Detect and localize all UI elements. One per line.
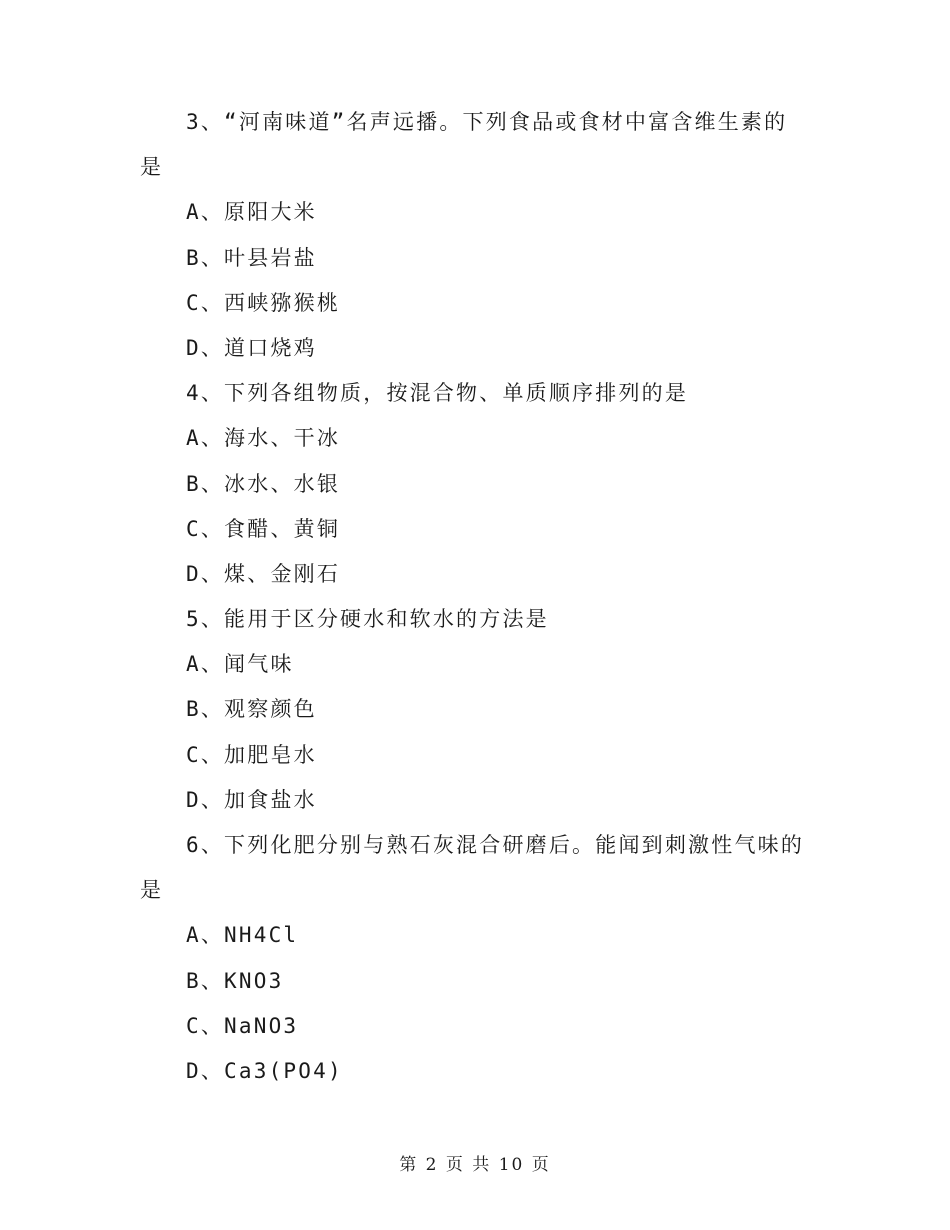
question-4-option-d: D、煤、金刚石 (186, 561, 341, 586)
question-4-option-b: B、冰水、水银 (186, 471, 341, 496)
question-4-option-c: C、食醋、黄铜 (186, 516, 341, 541)
question-3-stem-continuation: 是 (140, 155, 164, 180)
question-3-option-d: D、道口烧鸡 (186, 335, 317, 360)
page-number-footer: 第 2 页 共 10 页 (399, 1155, 551, 1175)
question-5-option-a: A、闻气味 (186, 652, 294, 677)
question-6-option-a: A、NH4Cl (186, 923, 299, 948)
question-6-option-c: C、NaNO3 (186, 1013, 299, 1038)
question-6-option-b: B、KNO3 (186, 968, 284, 993)
question-5-option-b: B、观察颜色 (186, 697, 317, 722)
question-6-stem-continuation: 是 (140, 878, 164, 903)
question-4-stem: 4、下列各组物质，按混合物、单质顺序排列的是 (186, 381, 689, 406)
question-5-option-c: C、加肥皂水 (186, 742, 317, 767)
question-6-option-d: D、Ca3(PO4) (186, 1058, 343, 1083)
question-3-option-c: C、西峡猕猴桃 (186, 290, 341, 315)
question-4-option-a: A、海水、干冰 (186, 426, 341, 451)
question-3-stem: 3、“河南味道”名声远播。下列食品或食材中富含维生素的 (186, 110, 788, 134)
question-5-stem: 5、能用于区分硬水和软水的方法是 (186, 607, 549, 632)
question-5-option-d: D、加食盐水 (186, 787, 317, 812)
document-body (140, 100, 820, 1094)
question-6-stem: 6、下列化肥分别与熟石灰混合研磨后。能闻到刺激性气味的 (186, 833, 805, 857)
question-3-option-b: B、叶县岩盐 (186, 245, 317, 270)
question-3-option-a: A、原阳大米 (186, 200, 317, 225)
